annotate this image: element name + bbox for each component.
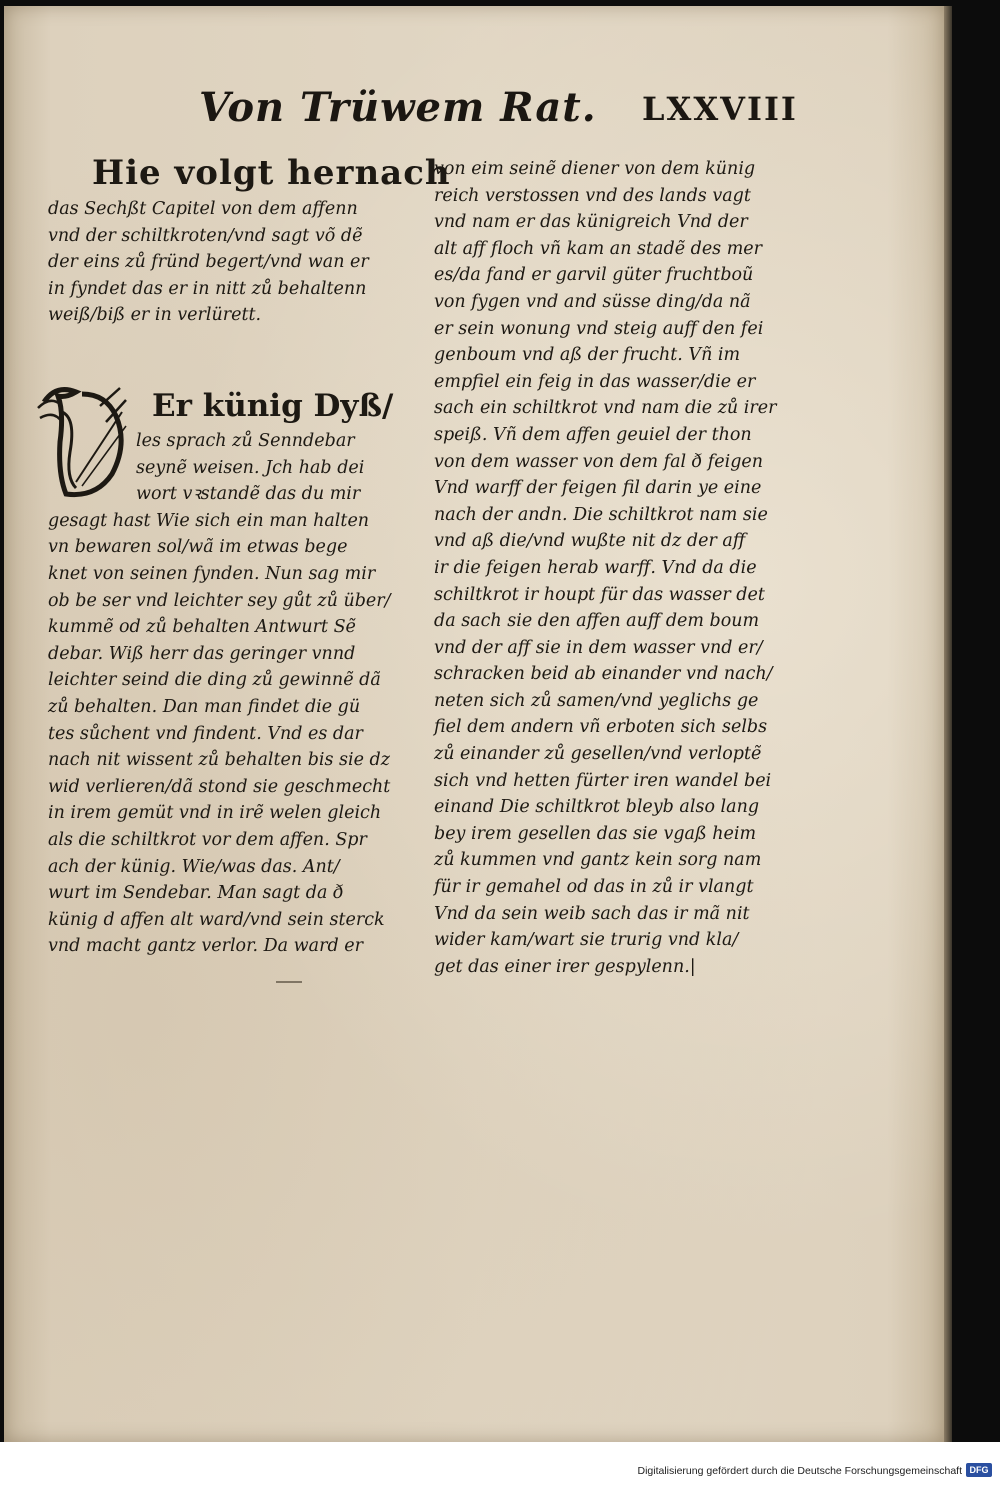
body-line: vnd macht gantz verlor. Da ward er <box>48 936 363 957</box>
body-line: speiß. Vñ dem affen geuiel der thon <box>434 424 752 445</box>
body-line: schracken beid ab einander vnd nach/ <box>434 664 773 685</box>
body-line: ach der künig. Wie/was das. Ant/ <box>48 856 340 877</box>
folio-number: LXXVIII <box>642 90 798 128</box>
body-line: bey irem gesellen das sie vgaß heim <box>434 823 757 844</box>
intro-line: der eins zů fründ begert/vnd wan er <box>48 252 369 273</box>
body-line: zů behalten. Dan man findet die gü <box>48 696 361 717</box>
book-page <box>4 6 944 1442</box>
body-line: wider kam/wart sie trurig vnd kla/ <box>434 930 739 951</box>
body-line: leichter seind die ding zů gewinnẽ dã <box>48 670 381 691</box>
body-line: get das einer irer gespylenn.| <box>434 956 696 977</box>
body-line: fiel dem andern vñ erboten sich selbs <box>434 717 768 738</box>
body-line: vnd der aff sie in dem wasser vnd er/ <box>434 637 763 658</box>
body-line: les sprach zů Senndebar <box>136 431 355 451</box>
body-line: er sein wonung vnd steig auff den fei <box>434 318 764 339</box>
left-body-text <box>48 386 418 960</box>
body-line: vnd nam er das künigreich Vnd der <box>434 212 748 233</box>
body-line: für ir gemahel od das in zů ir vlangt <box>434 877 754 898</box>
intro-line: vnd der schiltkroten/vnd sagt võ dẽ <box>48 225 363 246</box>
digitization-footer <box>0 1442 1000 1485</box>
body-line: von eim seinẽ diener von dem künig <box>434 159 756 179</box>
body-line: ob be ser vnd leichter sey gůt zů über/ <box>48 590 391 611</box>
body-line: als die schiltkrot vor dem affen. Spr <box>48 829 367 850</box>
body-line: ir die feigen herab warff. Vnd da die <box>434 557 757 578</box>
page-edge <box>944 6 952 1442</box>
body-line: künig d affen alt ward/vnd sein sterck <box>48 909 385 930</box>
body-line: gesagt hast Wie sich ein man halten <box>48 510 370 531</box>
body-line: wid verlieren/dã stond sie geschmecht <box>48 776 391 797</box>
right-body-text <box>434 156 804 980</box>
body-line: schiltkrot ir houpt für das wasser det <box>434 584 765 605</box>
body-line: Vnd da sein weib sach das ir mã nit <box>434 903 750 924</box>
body-line: kummẽ od zů behalten Antwurt Sẽ <box>48 617 356 638</box>
intro-line: in fyndet das er in nitt zů behaltenn <box>48 278 367 299</box>
body-line: nach der andn. Die schiltkrot nam sie <box>434 504 768 525</box>
body-line: knet von seinen fynden. Nun sag mir <box>48 563 376 584</box>
body-line: Vnd warff der feigen fil darin ye eine <box>434 478 762 499</box>
body-first-line: Er künig Dyß/ <box>152 388 394 424</box>
printer-mark-divider <box>276 981 302 983</box>
body-line: sach ein schiltkrot vnd nam die zů irer <box>434 398 777 419</box>
body-line: vnd aß die/vnd wußte nit dz der aff <box>434 531 746 552</box>
body-line: zů einander zů gesellen/vnd verloptẽ <box>434 744 762 765</box>
body-line: reich verstossen vnd des lands vagt <box>434 185 751 206</box>
body-line: wort vꝛstandẽ das du mir <box>136 484 361 505</box>
funding-credit: Digitalisierung gefördert durch die Deutsche Forschungsgemeinschaft <box>637 1465 962 1477</box>
body-line: von fygen vnd and süsse ding/da nã <box>434 291 751 312</box>
body-line: sich vnd hetten fürter iren wandel bei <box>434 770 772 791</box>
body-line: genboum vnd aß der frucht. Vñ im <box>434 345 741 366</box>
body-line: seynẽ weisen. Jch hab dei <box>136 457 365 478</box>
intro-line: das Sechßt Capitel von dem affenn <box>48 199 358 219</box>
body-line: neten sich zů samen/vnd yeglichs ge <box>434 690 759 711</box>
body-line: debar. Wiß herr das geringer vnnd <box>48 643 356 664</box>
body-line: zů kummen vnd gantz kein sorg nam <box>434 850 762 871</box>
body-line: alt aff floch vñ kam an stadẽ des mer <box>434 238 763 259</box>
page-header <box>4 84 944 144</box>
body-line: vn bewaren sol/wã im etwas bege <box>48 537 348 558</box>
body-line: von dem wasser von dem fal ð feigen <box>434 451 764 472</box>
body-line: in irem gemüt vnd in irẽ welen gleich <box>48 803 382 824</box>
body-line: empfiel ein feig in das wasser/die er <box>434 371 756 392</box>
intro-line: weiß/biß er in verlürett. <box>48 305 262 326</box>
chapter-heading-block <box>48 150 451 329</box>
body-line: da sach sie den affen auff dem boum <box>434 611 760 632</box>
chapter-heading: Hie volgt hernach <box>92 153 451 193</box>
dfg-logo-icon: DFG <box>966 1463 992 1477</box>
body-line: es/da fand er garvil güter fruchtboũ <box>434 265 754 286</box>
body-line: wurt im Sendebar. Man sagt da ð <box>48 883 344 904</box>
body-line: einand Die schiltkrot bleyb also lang <box>434 797 760 818</box>
running-head: Von Trüwem Rat. <box>199 84 597 131</box>
body-line: tes sůchent vnd findent. Vnd es dar <box>48 723 363 744</box>
body-line: nach nit wissent zů behalten bis sie dz <box>48 750 390 771</box>
